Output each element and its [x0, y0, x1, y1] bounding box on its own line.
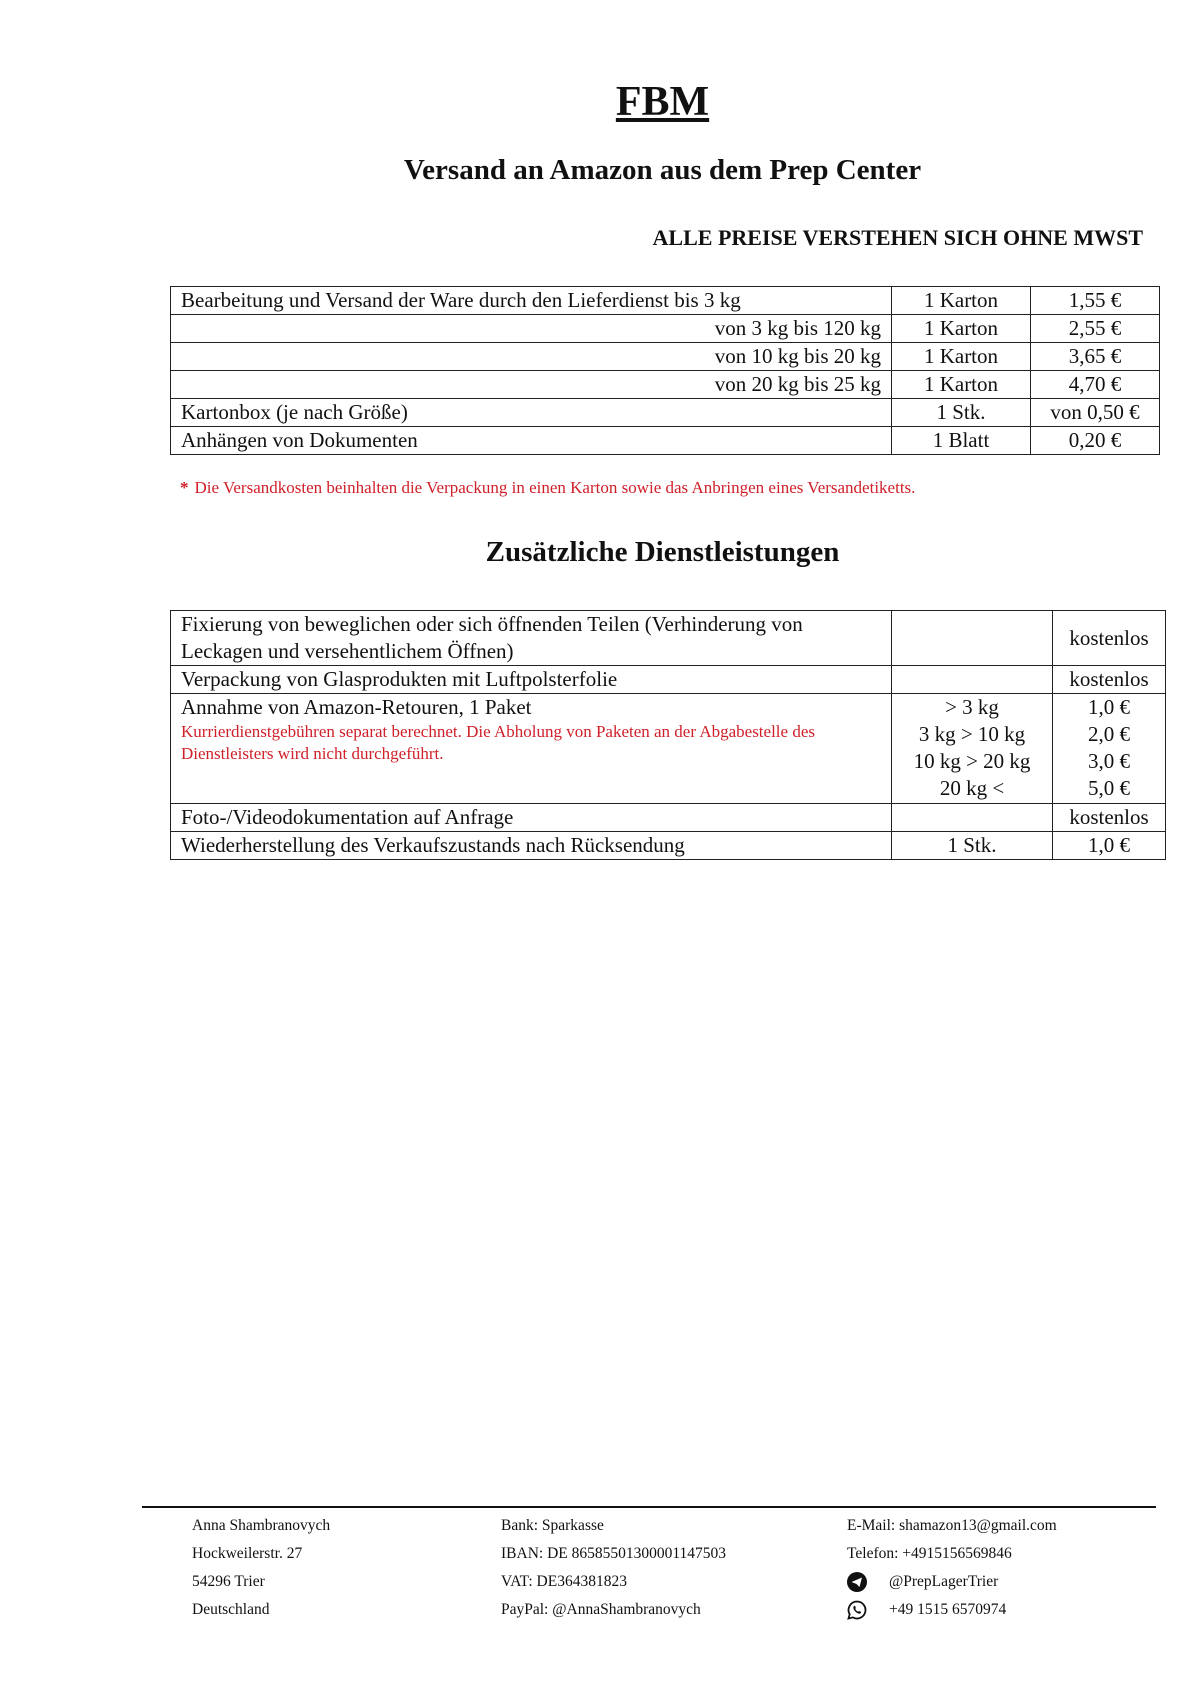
footer-email[interactable]: E-Mail: shamazon13@gmail.com: [847, 1517, 1057, 1534]
table-row: [171, 399, 1160, 427]
footer-street: Hockweilerstr. 27: [192, 1545, 303, 1562]
table-row: [171, 666, 1166, 694]
shipping-desc: Bearbeitung und Versand der Ware durch den Lieferdienst bis 3 kg: [171, 287, 892, 315]
service-price: 1,0 €: [1053, 832, 1166, 860]
tier-price: 2,0 €: [1088, 722, 1130, 746]
shipping-unit: 1 Blatt: [892, 427, 1031, 455]
service-unit: [892, 666, 1053, 694]
footer-address: [192, 1512, 330, 1624]
tier-price: 5,0 €: [1088, 776, 1130, 800]
table-row: [171, 343, 1160, 371]
shipping-price-table: [170, 286, 1160, 455]
shipping-unit: 1 Karton: [892, 287, 1031, 315]
page-subtitle: Versand an Amazon aus dem Prep Center: [403, 154, 922, 186]
services-heading: Zusätzliche Dienstleistungen: [485, 536, 840, 568]
service-price: kostenlos: [1053, 804, 1166, 832]
footer-phone[interactable]: Telefon: +4915156569846: [847, 1545, 1012, 1562]
service-unit: 1 Stk.: [892, 832, 1053, 860]
shipping-price: 4,70 €: [1031, 371, 1160, 399]
footer-country: Deutschland: [192, 1601, 270, 1618]
tier-weight: 20 kg <: [939, 776, 1005, 800]
tier-price: 1,0 €: [1088, 695, 1130, 719]
shipping-desc: Anhängen von Dokumenten: [171, 427, 892, 455]
whatsapp-icon: [847, 1600, 867, 1620]
service-desc: Foto-/Videodokumentation auf Anfrage: [171, 804, 892, 832]
service-price: kostenlos: [1053, 666, 1166, 694]
footer-name: Anna Shambranovych: [192, 1517, 331, 1534]
vat-note: ALLE PREISE VERSTEHEN SICH OHNE MWST: [652, 225, 1143, 250]
service-price: kostenlos: [1053, 611, 1166, 666]
footer-divider: [142, 1506, 1156, 1508]
table-row-returns: [171, 694, 1166, 804]
footnote: [180, 478, 915, 498]
shipping-unit: 1 Karton: [892, 343, 1031, 371]
shipping-desc: von 20 kg bis 25 kg: [171, 371, 892, 399]
footer-whatsapp[interactable]: +49 1515 6570974: [847, 1596, 1057, 1624]
footer-vat: VAT: DE364381823: [501, 1573, 627, 1590]
returns-note: Kurrierdienstgebühren separat berechnet. Die Abholung von Paketen an der Abgabestelle des Dienstleisters wird nicht durchgeführt.: [181, 722, 815, 763]
services-table: [170, 610, 1166, 860]
footer-bank-name: Bank: Sparkasse: [501, 1517, 604, 1534]
table-row: [171, 287, 1160, 315]
table-row: [171, 315, 1160, 343]
shipping-price: 0,20 €: [1031, 427, 1160, 455]
returns-desc: Annahme von Amazon-Retouren, 1 Paket: [181, 695, 532, 719]
table-row: [171, 804, 1166, 832]
footnote-star: *: [180, 478, 189, 497]
shipping-price: 3,65 €: [1031, 343, 1160, 371]
service-desc: Verpackung von Glasprodukten mit Luftpolsterfolie: [171, 666, 892, 694]
service-unit: [892, 804, 1053, 832]
table-row: [171, 371, 1160, 399]
footer-bank: [501, 1512, 726, 1624]
shipping-desc: von 10 kg bis 20 kg: [171, 343, 892, 371]
shipping-desc: von 3 kg bis 120 kg: [171, 315, 892, 343]
tier-weight: > 3 kg: [945, 695, 999, 719]
service-desc: Fixierung von beweglichen oder sich öffnenden Teilen (Verhinderung von Leckagen und versehentlichem Öffnen): [171, 611, 892, 666]
footer-contact: [847, 1512, 1057, 1624]
telegram-icon: [847, 1572, 867, 1592]
shipping-unit: 1 Karton: [892, 315, 1031, 343]
service-desc: Wiederherstellung des Verkaufszustands nach Rücksendung: [171, 832, 892, 860]
footer-city: 54296 Trier: [192, 1573, 265, 1590]
table-row: [171, 832, 1166, 860]
shipping-unit: 1 Karton: [892, 371, 1031, 399]
table-row: [171, 427, 1160, 455]
table-row: [171, 611, 1166, 666]
service-unit: [892, 611, 1053, 666]
footer-paypal: PayPal: @AnnaShambranovych: [501, 1601, 701, 1618]
footer-iban: IBAN: DE 86585501300001147503: [501, 1545, 727, 1562]
page-title: FBM: [615, 79, 710, 125]
footer-telegram[interactable]: @PrepLagerTrier: [847, 1568, 1057, 1596]
tier-weight: 3 kg > 10 kg: [918, 722, 1026, 746]
tier-weight: 10 kg > 20 kg: [913, 749, 1031, 773]
shipping-desc: Kartonbox (je nach Größe): [171, 399, 892, 427]
shipping-unit: 1 Stk.: [892, 399, 1031, 427]
tier-price: 3,0 €: [1088, 749, 1130, 773]
shipping-price: 2,55 €: [1031, 315, 1160, 343]
shipping-price: 1,55 €: [1031, 287, 1160, 315]
shipping-price: von 0,50 €: [1031, 399, 1160, 427]
footnote-text: Die Versandkosten beinhalten die Verpackung in einen Karton sowie das Anbringen eines Versandetiketts.: [194, 478, 916, 497]
